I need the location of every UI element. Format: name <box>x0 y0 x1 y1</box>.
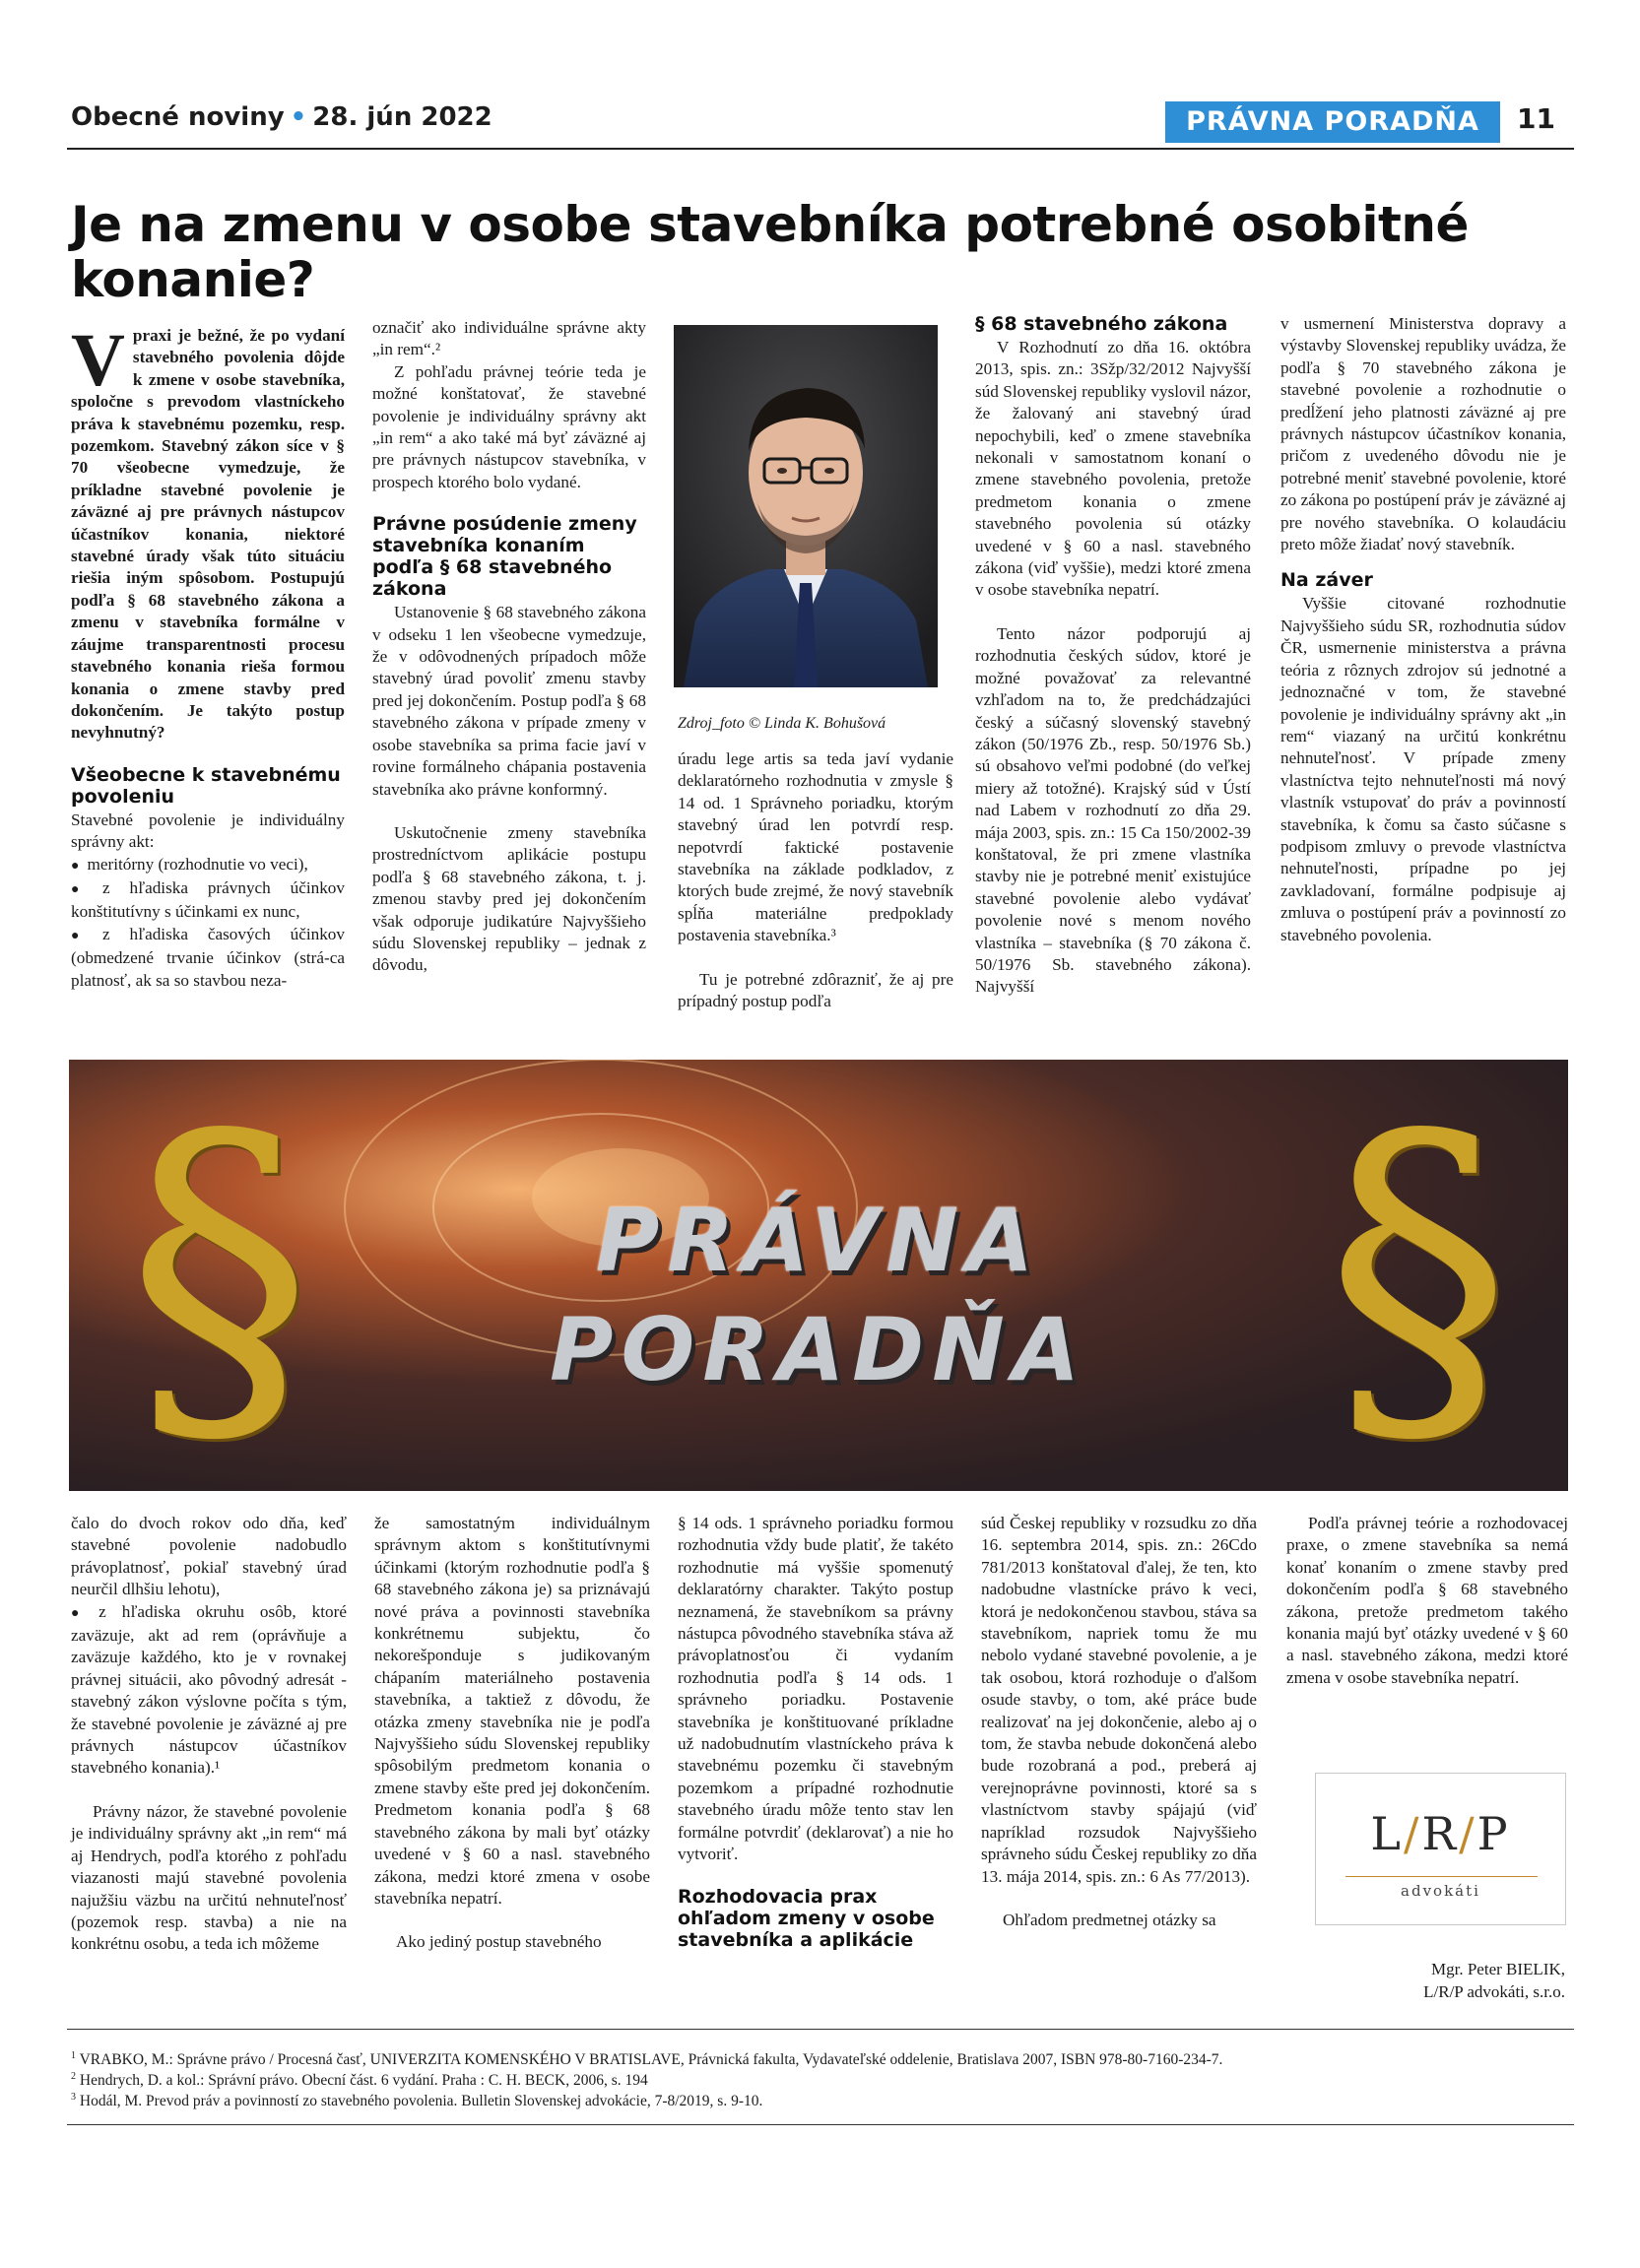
footnote-2: $^2$ Hendrych, D. a kol.: Správní právo. Obecní část. 6 vydání. Praha : C. H. BECK, 2006, s. 194 <box>71 2071 648 2090</box>
bottom-column-4 <box>981 1513 1257 1931</box>
logo-mark: L/R/P <box>1370 1807 1511 1860</box>
author-firm: L/R/P advokáti, s.r.o. <box>1423 1982 1565 2001</box>
publication-header <box>71 102 492 132</box>
paragraph: úradu lege artis sa teda javí vydanie deklaratórneho rozhodnutia v zmysle § 14 od. 1 Správneho poriadku, ktorým stavebný úrad len potvrdí resp. nepotvrdí faktické postavenie stavebníka na základe podkladov, z ktorých bude zrejmé, že nový stavebník spĺňa materiálne predpoklady postavenia stavebníka.³ <box>678 749 953 945</box>
portrait-illustration <box>674 325 938 687</box>
footnote-rule <box>67 2029 1574 2030</box>
banner-title-line-1: PRÁVNA <box>595 1190 1042 1291</box>
paragraph: čalo do dvoch rokov odo dňa, keď stavebné povolenie nadobudlo právoplatnosť, pokiaľ stavebný úrad neurčil dlhšiu lehotu), <box>71 1514 347 1599</box>
bullet-item: ● meritórny (rozhodnutie vo veci), <box>71 854 345 877</box>
bottom-column-1 <box>71 1513 347 1956</box>
bullet-item: ● z hľadiska právnych účinkov konštitutívny s účinkami ex nunc, <box>71 877 345 924</box>
author-portrait-photo <box>674 325 938 687</box>
paragraph: súd Českej republiky v rozsudku zo dňa 16. septembra 2014, spis. zn.: 26Cdo 781/2013 konštatoval ďalej, že ten, kto nadobudne vlastnícke právo k veci, ktorá je nedokončenou stavbou, stáva sa stavebníkom, napriek tomu že mu nebolo vydané stavebné povolenie, a je tak osobou, ktorá rozhoduje o ďalšom osude stavby, o tom, aké práce bude realizovať na jej dokončenie, alebo aj o tom, že stavba nebude dokončená alebo bude rozobraná a pod., preberá aj verejnoprávne povinnosti, ktoré sa s vlastníctvom stavby spájajú (viď napríklad rozsudok Najvyššieho správneho súdu Českej republiky zo dňa 13. mája 2014, spis. zn.: 6 As 77/2013). <box>981 1514 1257 1886</box>
author-name: Mgr. Peter BIELIK, <box>1431 1960 1565 1978</box>
top-column-4 <box>975 313 1251 999</box>
paragraph: Podľa právnej teórie a rozhodovacej praxe, o zmene stavebníka sa nemá konať konaním o zmene stavby pred dokončením podľa § 68 stavebného zákona, pretože predmetom takého konania majú byť otázky uvedené v § 60 a nasl. stavebného zákona, medzi ktoré zmena v osobe stavebníka nepatrí. <box>1286 1514 1568 1687</box>
bullet-item: ● z hľadiska okruhu osôb, ktoré zaväzuje, akt ad rem (oprávňuje a zaväzuje každého, kto je v rovnakej právnej situácii, ako pôvodný adresát - stavebný zákon výslovne počíta s tým, že stavebné povolenie je záväzné aj pre právnych nástupcov účastníkov stavebného konania).¹ <box>71 1601 347 1780</box>
separator-dot: • <box>290 102 307 132</box>
article-headline: Je na zmenu v osobe stavebníka potrebné osobitné konanie? <box>71 196 1469 308</box>
subheading: Rozhodovacia prax ohľadom zmeny v osobe stavebníka a aplikácie <box>678 1885 935 1951</box>
footnote-3: $^3$ Hodál, M. Prevod práv a povinností zo stavebného povolenia. Bulletin Slovenskej advokácie, 7-8/2019, s. 9-10. <box>71 2092 763 2110</box>
header-rule <box>67 148 1574 150</box>
paragraph: Uskutočnenie zmeny stavebníka prostredníctvom aplikácie postupu podľa § 68 stavebného zákona, t. j. zmenou stavby pred jej dokončením však odporuje judikatúre Najvyššieho súdu Slovenskej republiky – jednak z dôvodu, <box>372 822 646 975</box>
paragraph: Ustanovenie § 68 stavebného zákona v odseku 1 len všeobecne vymedzuje, že v odôvodnených prípadoch môže stavebný úrad povoliť zmenu stavby pred jej dokončením. Postup podľa § 68 stavebného zákona v prípade zmeny v osobe stavebníka sa prima facie javí v rovine formálneho chápania postavenia stavebníka ako právne konformný. <box>372 603 646 799</box>
paragraph-sign-right-icon: § <box>1325 1060 1512 1491</box>
banner-title-line-2: PORADŇA <box>550 1299 1087 1400</box>
lead-paragraph: Vpraxi je bežné, že po vydaní stavebného povolenia dôjde k zmene v osobe stavebníka, spoločne s prevodom vlastníckeho práva k stavebnému pozemku, resp. pozemkom. Stavebný zákon síce v § 70 všeobecne vymedzuje, že príkladne stavebné povolenie je záväzné aj pre právnych nástupcov účastníkov konania, niektoré stavebné úrady však túto situáciu riešia iným spôsobom. Postupujú podľa § 68 stavebného zákona a zmenu v stavebníka formálne v záujme transparentnosti procesu stavebného konania rieša formou konania o zmene stavby pred dokončením. Je takýto postup nevyhnutný? <box>71 319 345 743</box>
logo-subtitle: advokáti <box>1401 1882 1480 1900</box>
photo-caption: Zdroj_foto © Linda K. Bohušová <box>678 715 886 732</box>
top-column-1 <box>71 319 345 992</box>
bottom-column-2 <box>374 1513 650 1954</box>
paragraph: Z pohľadu právnej teórie teda je možné konštatovať, že stavebné povolenie je individuálny správny akt „in rem“ a ako také má byť záväzné aj pre právnych nástupcov stavebníka, v prospech ktorého bolo vydané. <box>372 361 646 491</box>
paragraph: označiť ako individuálne správne akty „in rem“.² <box>372 318 646 359</box>
subheading: Na záver <box>1280 569 1373 592</box>
bottom-column-5 <box>1286 1513 1568 1689</box>
paragraph: Ako jediný postup stavebného <box>396 1932 602 1952</box>
paragraph: Vyššie citované rozhodnutie Najvyššieho súdu SR, rozhodnutia súdov ČR, usmernenie ministerstva a právna teória z rôznych zdrojov sú jednotné a jednoznačné v tom, že stavebné povolenie je individuálny správny akt „in rem“ viazaný na určitú konkrétnu nehnuteľnosť. V prípade zmeny vlastníctva tejto nehnuteľnosti má nový vlastník vstupovať do práv a povinností stavebníka, k čomu sa často súčasne s podpisom zmluvy o prevode vlastníctva nehnuteľnosti, prípadne po jej zavkladovaní, formálne podpisuje aj zmluva o postúpení práv a povinností zo stavebného povolenia. <box>1280 594 1566 944</box>
paragraph: Stavebné povolenie je individuálny správny akt: <box>71 810 345 852</box>
footnote-rule-bottom <box>67 2124 1574 2125</box>
bullet-item: ● z hľadiska časových účinkov (obmedzené trvanie účinkov (strá-ca platnosť, ak sa so stavbou neza- <box>71 924 345 992</box>
pravna-poradna-banner <box>69 1060 1568 1491</box>
paragraph: Právny názor, že stavebné povolenie je individuálny správny akt „in rem“ má aj Hendrych, podľa ktorého z pohľadu viazanosti majú stavebné povolenia najužšiu väzbu na určitú nehnuteľnosť (pozemok resp. stavba) a nie na konkrétnu osobu, a teda ich môžeme <box>71 1801 347 1954</box>
issue-date: 28. jún 2022 <box>312 102 492 132</box>
subheading: Právne posúdenie zmeny stavebníka konaním podľa § 68 stavebného zákona <box>372 513 637 601</box>
section-tag: PRÁVNA PORADŇA <box>1165 101 1500 143</box>
subheading: Všeobecne k stavebnému povoleniu <box>71 763 341 808</box>
paragraph: § 14 ods. 1 správneho poriadku formou rozhodnutia vždy bude platiť, že takéto rozhodnutie má vyššie spomenutý deklaratórny charakter. Takýto postup neznamená, že stavebníkom sa právny nástupca pôvodného stavebníka stáva až právoplatnosťou či vydaním rozhodnutia podľa § 14 ods. 1 správneho poriadku. Postavenie stavebníka je konštituované príkladne už nadobudnutím vlastníckeho práva k stavebnému pozemku či stavebným pozemkom a prípadné rozhodnutie stavebného úradu môže tento stav len formálne potvrdiť (deklarovať) a nie ho vytvoriť. <box>678 1514 953 1864</box>
paragraph: V Rozhodnutí zo dňa 16. októbra 2013, spis. zn.: 3Sžp/32/2012 Najvyšší súd Slovenskej republiky vyslovil názor, že žalovaný ani stavebný úrad nepochybili, keď o zmene stavebníka nekonali v samostatnom konaní o zmene stavebného povolenia, pretože predmetom konania o zmene stavebného povolenia sú otázky uvedené v § 60 a nasl. stavebného zákona (viď vyššie), medzi ktoré zmena v osobe stavebníka nepatrí. <box>975 338 1251 600</box>
paragraph-sign-left-icon: § <box>126 1060 313 1491</box>
top-column-2 <box>372 317 646 977</box>
bottom-column-3 <box>678 1513 953 1953</box>
paragraph: Ohľadom predmetnej otázky sa <box>1003 1910 1216 1929</box>
paragraph: Tento názor podporujú aj rozhodnutia českých súdov, ktoré je možné považovať za relevantné vzhľadom na to, že predchádzajúci český a súčasný slovenský stavebný zákon (50/1976 Zb., resp. 50/1976 Sb.) sú obsahovo veľmi podobné (do veľkej miery až totožné). Krajský súd v Ústí nad Labem v rozhodnutí zo dňa 29. mája 2003, spis. zn.: 15 Ca 150/2002-39 konštatoval, že pri zmene vlastníka stavby nie je potrebné meniť existujúce stavebné povolenie alebo vydávať povolenie nové s menom nového vlastníka – stavebníka (§ 70 zákona č. 50/1976 Sb. stavebného zákona). Najvyšší <box>975 623 1251 997</box>
subheading: § 68 stavebného zákona <box>975 313 1228 335</box>
top-column-5 <box>1280 313 1566 946</box>
logo-divider <box>1345 1876 1538 1877</box>
paragraph: že samostatným individuálnym správnym aktom s konštitutívnymi účinkami (ktorým rozhodnutie podľa § 68 stavebného zákona je) sa priznávajú nové práva a povinnosti stavebníka konkrétnemu subjektu, čo nekorešponduje s judikovaným chápaním materiálneho postavenia stavebníka, a taktiež z dôvodu, že otázka zmeny stavebníka nie je podľa Najvyššieho súdu Slovenskej republiky spôsobilým predmetom konania o zmene stavby ešte pred jej dokončením. Predmetom konania podľa § 68 stavebného zákona by mali byť otázky uvedené v § 60 a nasl. stavebného zákona, medzi ktoré zmena v osobe stavebníka nepatrí. <box>374 1514 650 1908</box>
page-number: 11 <box>1517 102 1555 135</box>
lrp-advokati-logo <box>1315 1773 1566 1925</box>
drop-cap: V <box>71 319 125 402</box>
paragraph: Tu je potrebné zdôrazniť, že aj pre prípadný postup podľa <box>678 969 953 1011</box>
footnote-1: $^1$ VRABKO, M.: Správne právo / Procesná časť, UNIVERZITA KOMENSKÉHO V BRATISLAVE, Právnická fakulta, Vydavateľské oddelenie, Bratislava 2007, ISBN 978-80-7160-234-7. <box>71 2050 1223 2069</box>
publication-name: Obecné noviny <box>71 102 285 132</box>
top-column-3 <box>678 748 953 1012</box>
paragraph: v usmernení Ministerstva dopravy a výstavby Slovenskej republiky uvádza, že podľa § 70 stavebného zákona je stavebné povolenie a rozhodnutie o predĺžení jeho platnosti záväzné aj pre právnych nástupcov účastníkov konania, pričom z uvedeného dôvodu nie je potrebné meniť stavebné povolenie, ktoré zo zákona po postúpení práv je záväzné aj pre nového stavebníka. O kolaudáciu preto môže žiadať nový stavebník. <box>1280 314 1566 554</box>
